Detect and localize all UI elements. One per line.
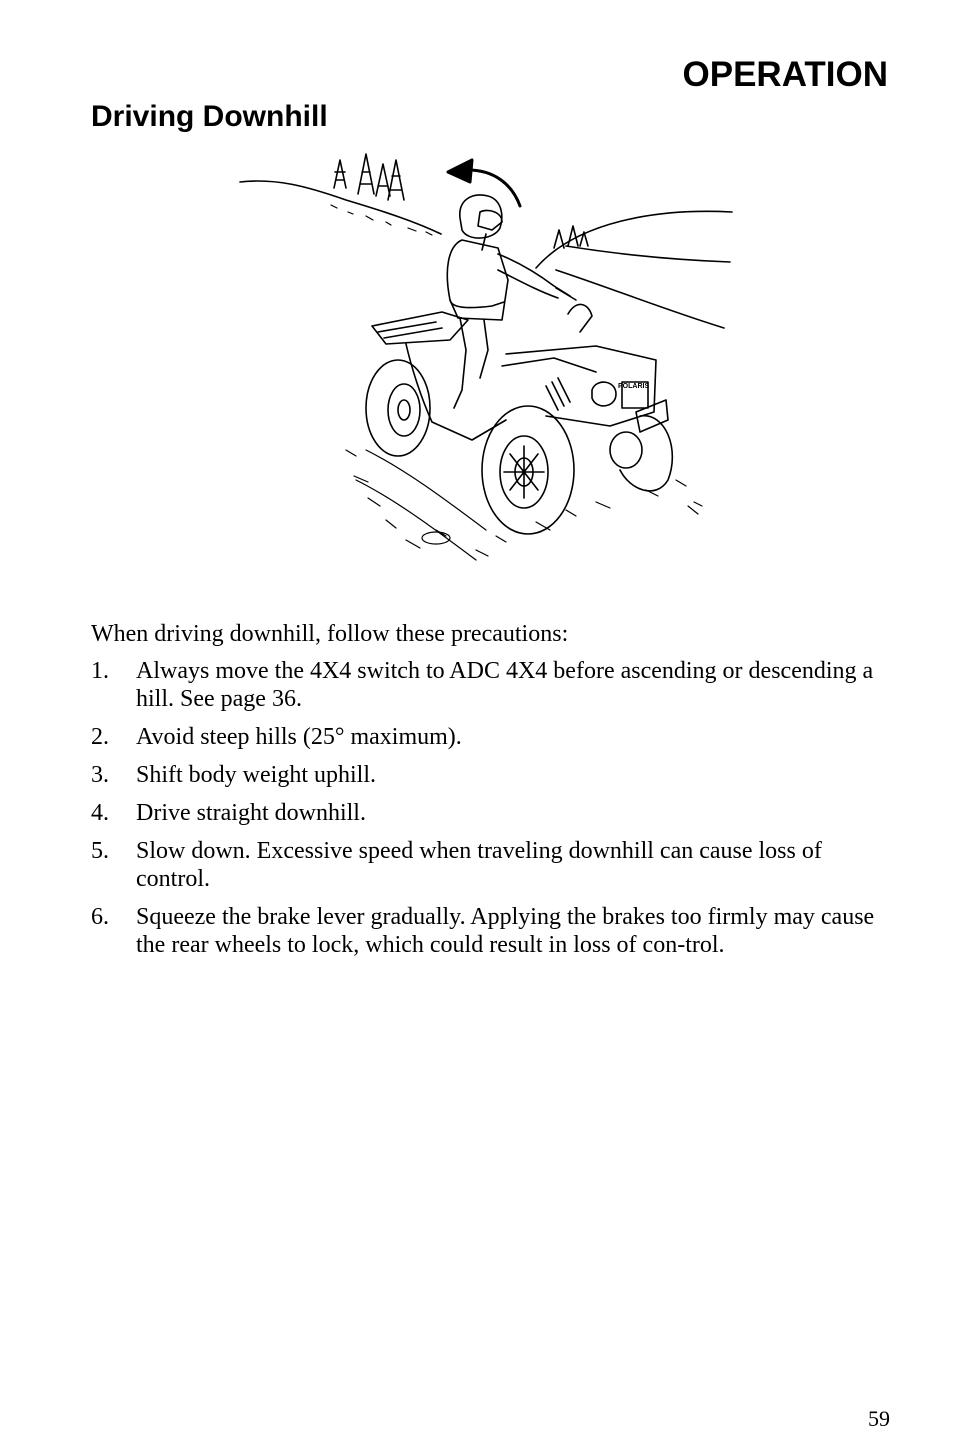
list-item-text: Squeeze the brake lever gradually. Applying the brakes too firmly may cause the rear wheels to lock, which could result in loss of con-trol. [136,904,875,958]
list-item [91,799,901,827]
list-item-text: Shift body weight uphill. [136,762,376,788]
page-title: Driving Downhill [91,100,328,133]
list-item-text: Avoid steep hills (25° maximum). [136,724,462,750]
turn-head-arrow-icon [448,160,520,206]
atv-downhill-illustration [236,150,736,570]
atv-logo: POLARIS [618,383,650,390]
rider-figure [447,195,570,408]
list-item-number: 3. [91,762,109,788]
list-item-number: 4. [91,800,109,826]
list-item-text: Slow down. Excessive speed when traveling downhill can cause loss of control. [136,838,822,892]
list-item-number: 1. [91,658,109,684]
list-item [91,903,901,959]
list-item [91,761,901,789]
page-number: 59 [868,1406,890,1431]
list-item-text: Always move the 4X4 switch to ADC 4X4 before ascending or descending a hill. See page 36. [136,658,874,712]
section-header: OPERATION [682,55,888,94]
list-item-text: Drive straight downhill. [136,800,366,826]
precaution-list [91,657,901,969]
list-item-number: 6. [91,904,109,930]
list-item [91,723,901,751]
list-item-number: 2. [91,724,109,750]
list-item [91,657,901,713]
list-item [91,837,901,893]
intro-text: When driving downhill, follow these precautions: [91,621,569,647]
atv-vehicle [366,288,672,534]
list-item-number: 5. [91,838,109,864]
